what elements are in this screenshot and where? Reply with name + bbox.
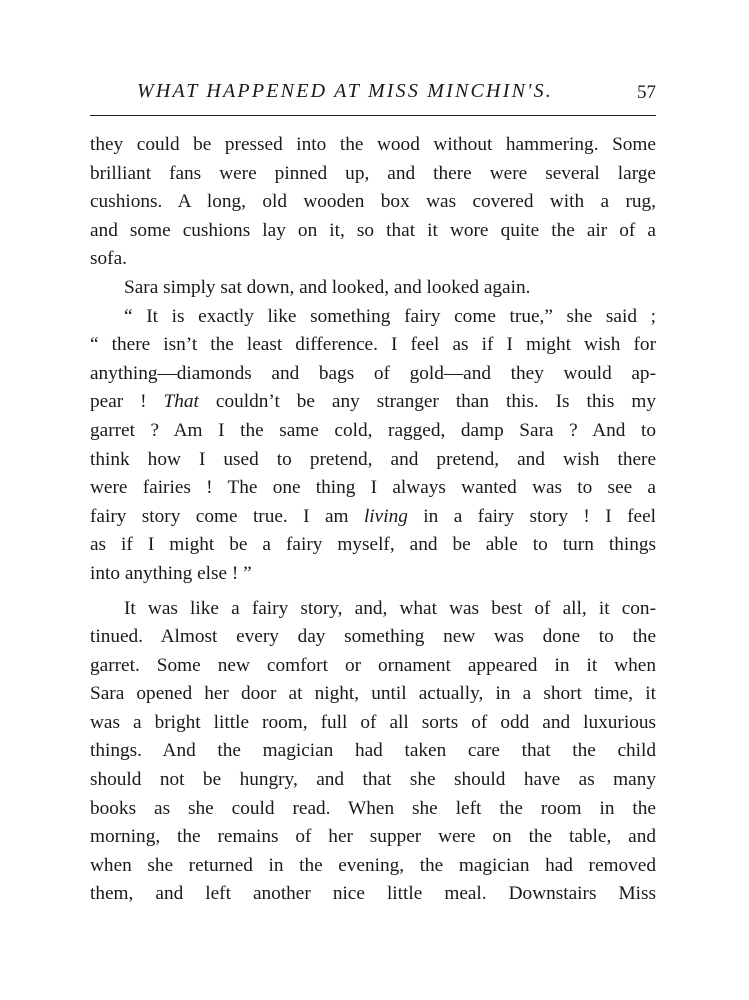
text-line: were fairies ! The one thing I always wanted was to see a xyxy=(90,477,656,499)
text-line: brilliant fans were pinned up, and there were several large xyxy=(90,162,656,184)
running-head-title: WHAT HAPPENED AT MISS MINCHIN'S. xyxy=(137,80,553,102)
text-line: anything—diamonds and bags of gold—and they would ap- xyxy=(90,362,656,384)
text-line: morning, the remains of her supper were on the table, and xyxy=(90,826,656,848)
header-rule xyxy=(90,115,656,116)
text-line xyxy=(90,388,656,417)
text-line: books as she could read. When she left the room in the xyxy=(90,797,656,819)
text-line: think how I used to pretend, and pretend, and wish there xyxy=(90,448,656,470)
text-line: garret ? Am I the same cold, ragged, damp Sara ? And to xyxy=(90,419,656,441)
paragraph-4 xyxy=(90,595,656,910)
text-line: they could be pressed into the wood without hammering. Some xyxy=(90,134,656,155)
text-line: Sara opened her door at night, until actually, in a short time, it xyxy=(90,683,656,705)
text-line: when she returned in the evening, the magician had removed xyxy=(90,854,656,876)
text-line: tinued. Almost every day something new was done to the xyxy=(90,626,656,648)
text-line: as if I might be a fairy myself, and be able to turn things xyxy=(90,534,656,556)
text-segment: pear ! xyxy=(90,391,164,413)
text-line: was a bright little room, full of all sorts of odd and luxurious xyxy=(90,711,656,733)
text-line: and some cushions lay on it, so that it wore quite the air of a xyxy=(90,219,656,241)
text-line: them, and left another nice little meal. Downstairs Miss xyxy=(90,883,656,905)
text-segment: in a fairy story ! I feel xyxy=(407,505,656,527)
text-line: should not be hungry, and that she should have as many xyxy=(90,769,656,791)
paragraph-1 xyxy=(90,131,656,274)
text-line: cushions. A long, old wooden box was covered with a rug, xyxy=(90,191,656,213)
running-head xyxy=(90,80,656,110)
text-line: sofa. xyxy=(90,248,127,270)
body-text xyxy=(90,131,656,909)
text-line: “ there isn’t the least difference. I feel as if I might wish for xyxy=(90,334,656,356)
text-line xyxy=(90,503,656,532)
text-line: garret. Some new comfort or ornament appeared in it when xyxy=(90,654,656,676)
text-line: It was like a fairy story, and, what was best of all, it con- xyxy=(124,597,656,619)
text-segment: couldn’t be any stranger than this. Is this my xyxy=(198,391,656,413)
italic-word: living xyxy=(363,505,408,527)
text-line: into anything else ! ” xyxy=(90,562,252,584)
paragraph-2 xyxy=(90,274,656,303)
text-segment: fairy story come true. I am xyxy=(90,505,364,527)
text-line: Sara simply sat down, and looked, and looked again. xyxy=(124,276,531,298)
italic-word: That xyxy=(163,391,199,413)
paragraph-3 xyxy=(90,303,656,589)
text-line: things. And the magician had taken care that the child xyxy=(90,740,656,762)
text-line: “ It is exactly like something fairy come true,” she said ; xyxy=(124,305,656,327)
page-number: 57 xyxy=(637,82,656,103)
